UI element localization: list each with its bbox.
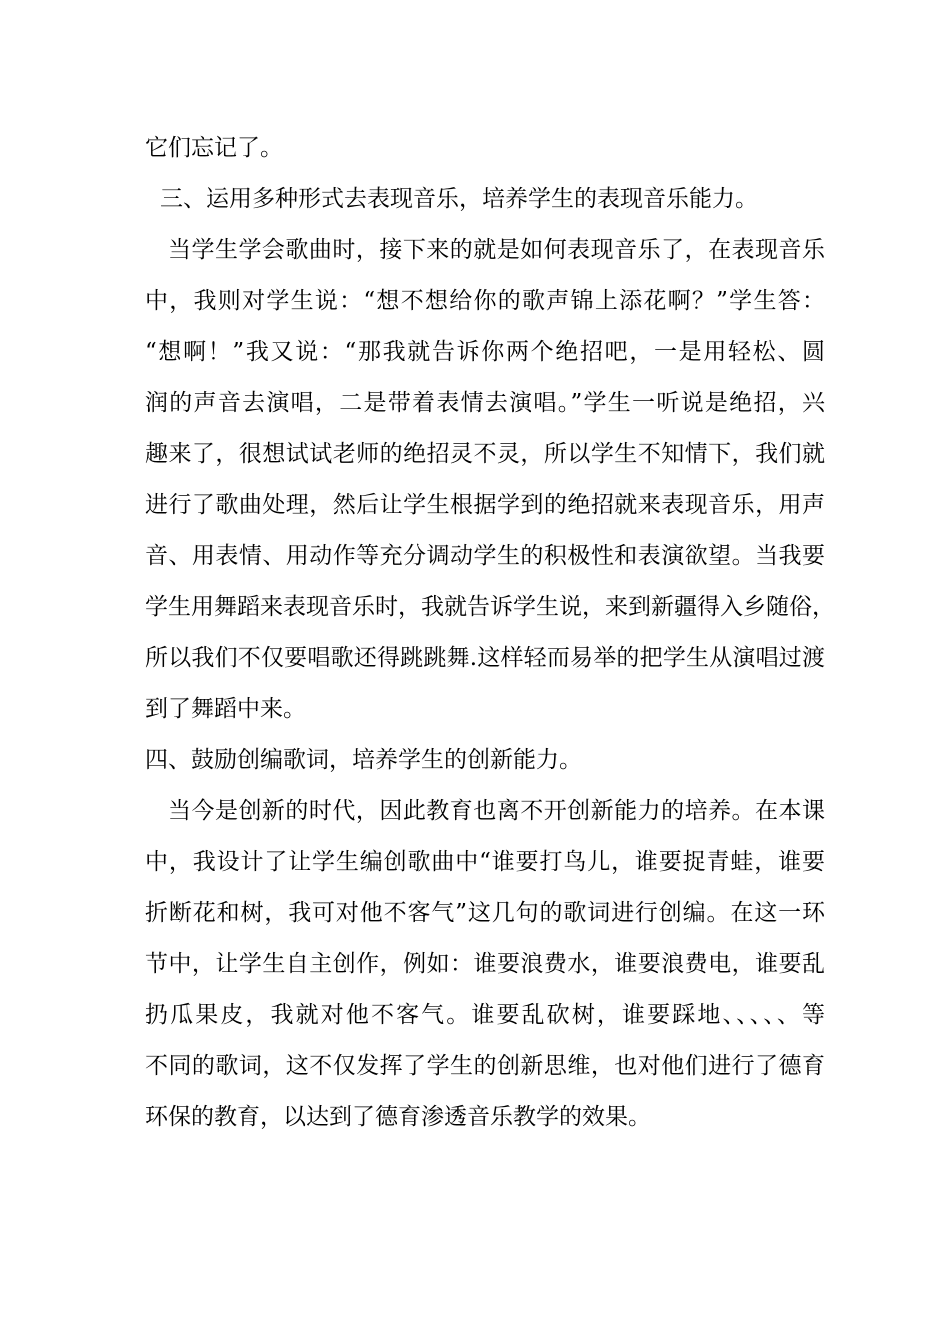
text-line: 当今是创新的时代，因此教育也离不开创新能力的培养。在本课	[168, 798, 825, 824]
text-line: 它们忘记了。	[145, 135, 283, 161]
text-line: 环保的教育，以达到了德育渗透音乐教学的效果。	[145, 1104, 651, 1130]
section-heading: 四、鼓励创编歌词，培养学生的创新能力。	[145, 747, 582, 773]
text-line: “想啊！”我又说：“那我就告诉你两个绝招吧，一是用轻松、圆	[145, 339, 825, 365]
text-line: 折断花和树，我可对他不客气”这几句的歌词进行创编。在这一环	[145, 900, 825, 926]
section-heading: 三、运用多种形式去表现音乐，培养学生的表现音乐能力。	[160, 186, 758, 212]
text-line: 所以我们不仅要唱歌还得跳跳舞.这样轻而易举的把学生从演唱过渡	[145, 645, 825, 671]
text-line: 中，我设计了让学生编创歌曲中“谁要打鸟儿，谁要捉青蛙，谁要	[145, 849, 825, 875]
text-line: 中，我则对学生说：“想不想给你的歌声锦上添花啊？”学生答：	[145, 288, 825, 314]
text-line: 趣来了，很想试试老师的绝招灵不灵，所以学生不知情下，我们就	[145, 441, 825, 467]
text-line: 到了舞蹈中来。	[145, 696, 306, 722]
text-line: 进行了歌曲处理，然后让学生根据学到的绝招就来表现音乐，用声	[145, 492, 825, 518]
text-line: 当学生学会歌曲时，接下来的就是如何表现音乐了，在表现音乐	[168, 237, 825, 263]
text-line: 润的声音去演唱，二是带着表情去演唱。”学生一听说是绝招，兴	[145, 390, 825, 416]
text-line: 不同的歌词，这不仅发挥了学生的创新思维，也对他们进行了德育	[145, 1053, 825, 1079]
text-line: 音、用表情、用动作等充分调动学生的积极性和表演欲望。当我要	[145, 543, 825, 569]
text-line: 学生用舞蹈来表现音乐时，我就告诉学生说，来到新疆得入乡随俗，	[145, 594, 835, 620]
text-line: 扔瓜果皮，我就对他不客气。谁要乱砍树，谁要踩地、、、、、等	[145, 1002, 825, 1028]
text-line: 节中，让学生自主创作，例如：谁要浪费水，谁要浪费电，谁要乱	[145, 951, 825, 977]
